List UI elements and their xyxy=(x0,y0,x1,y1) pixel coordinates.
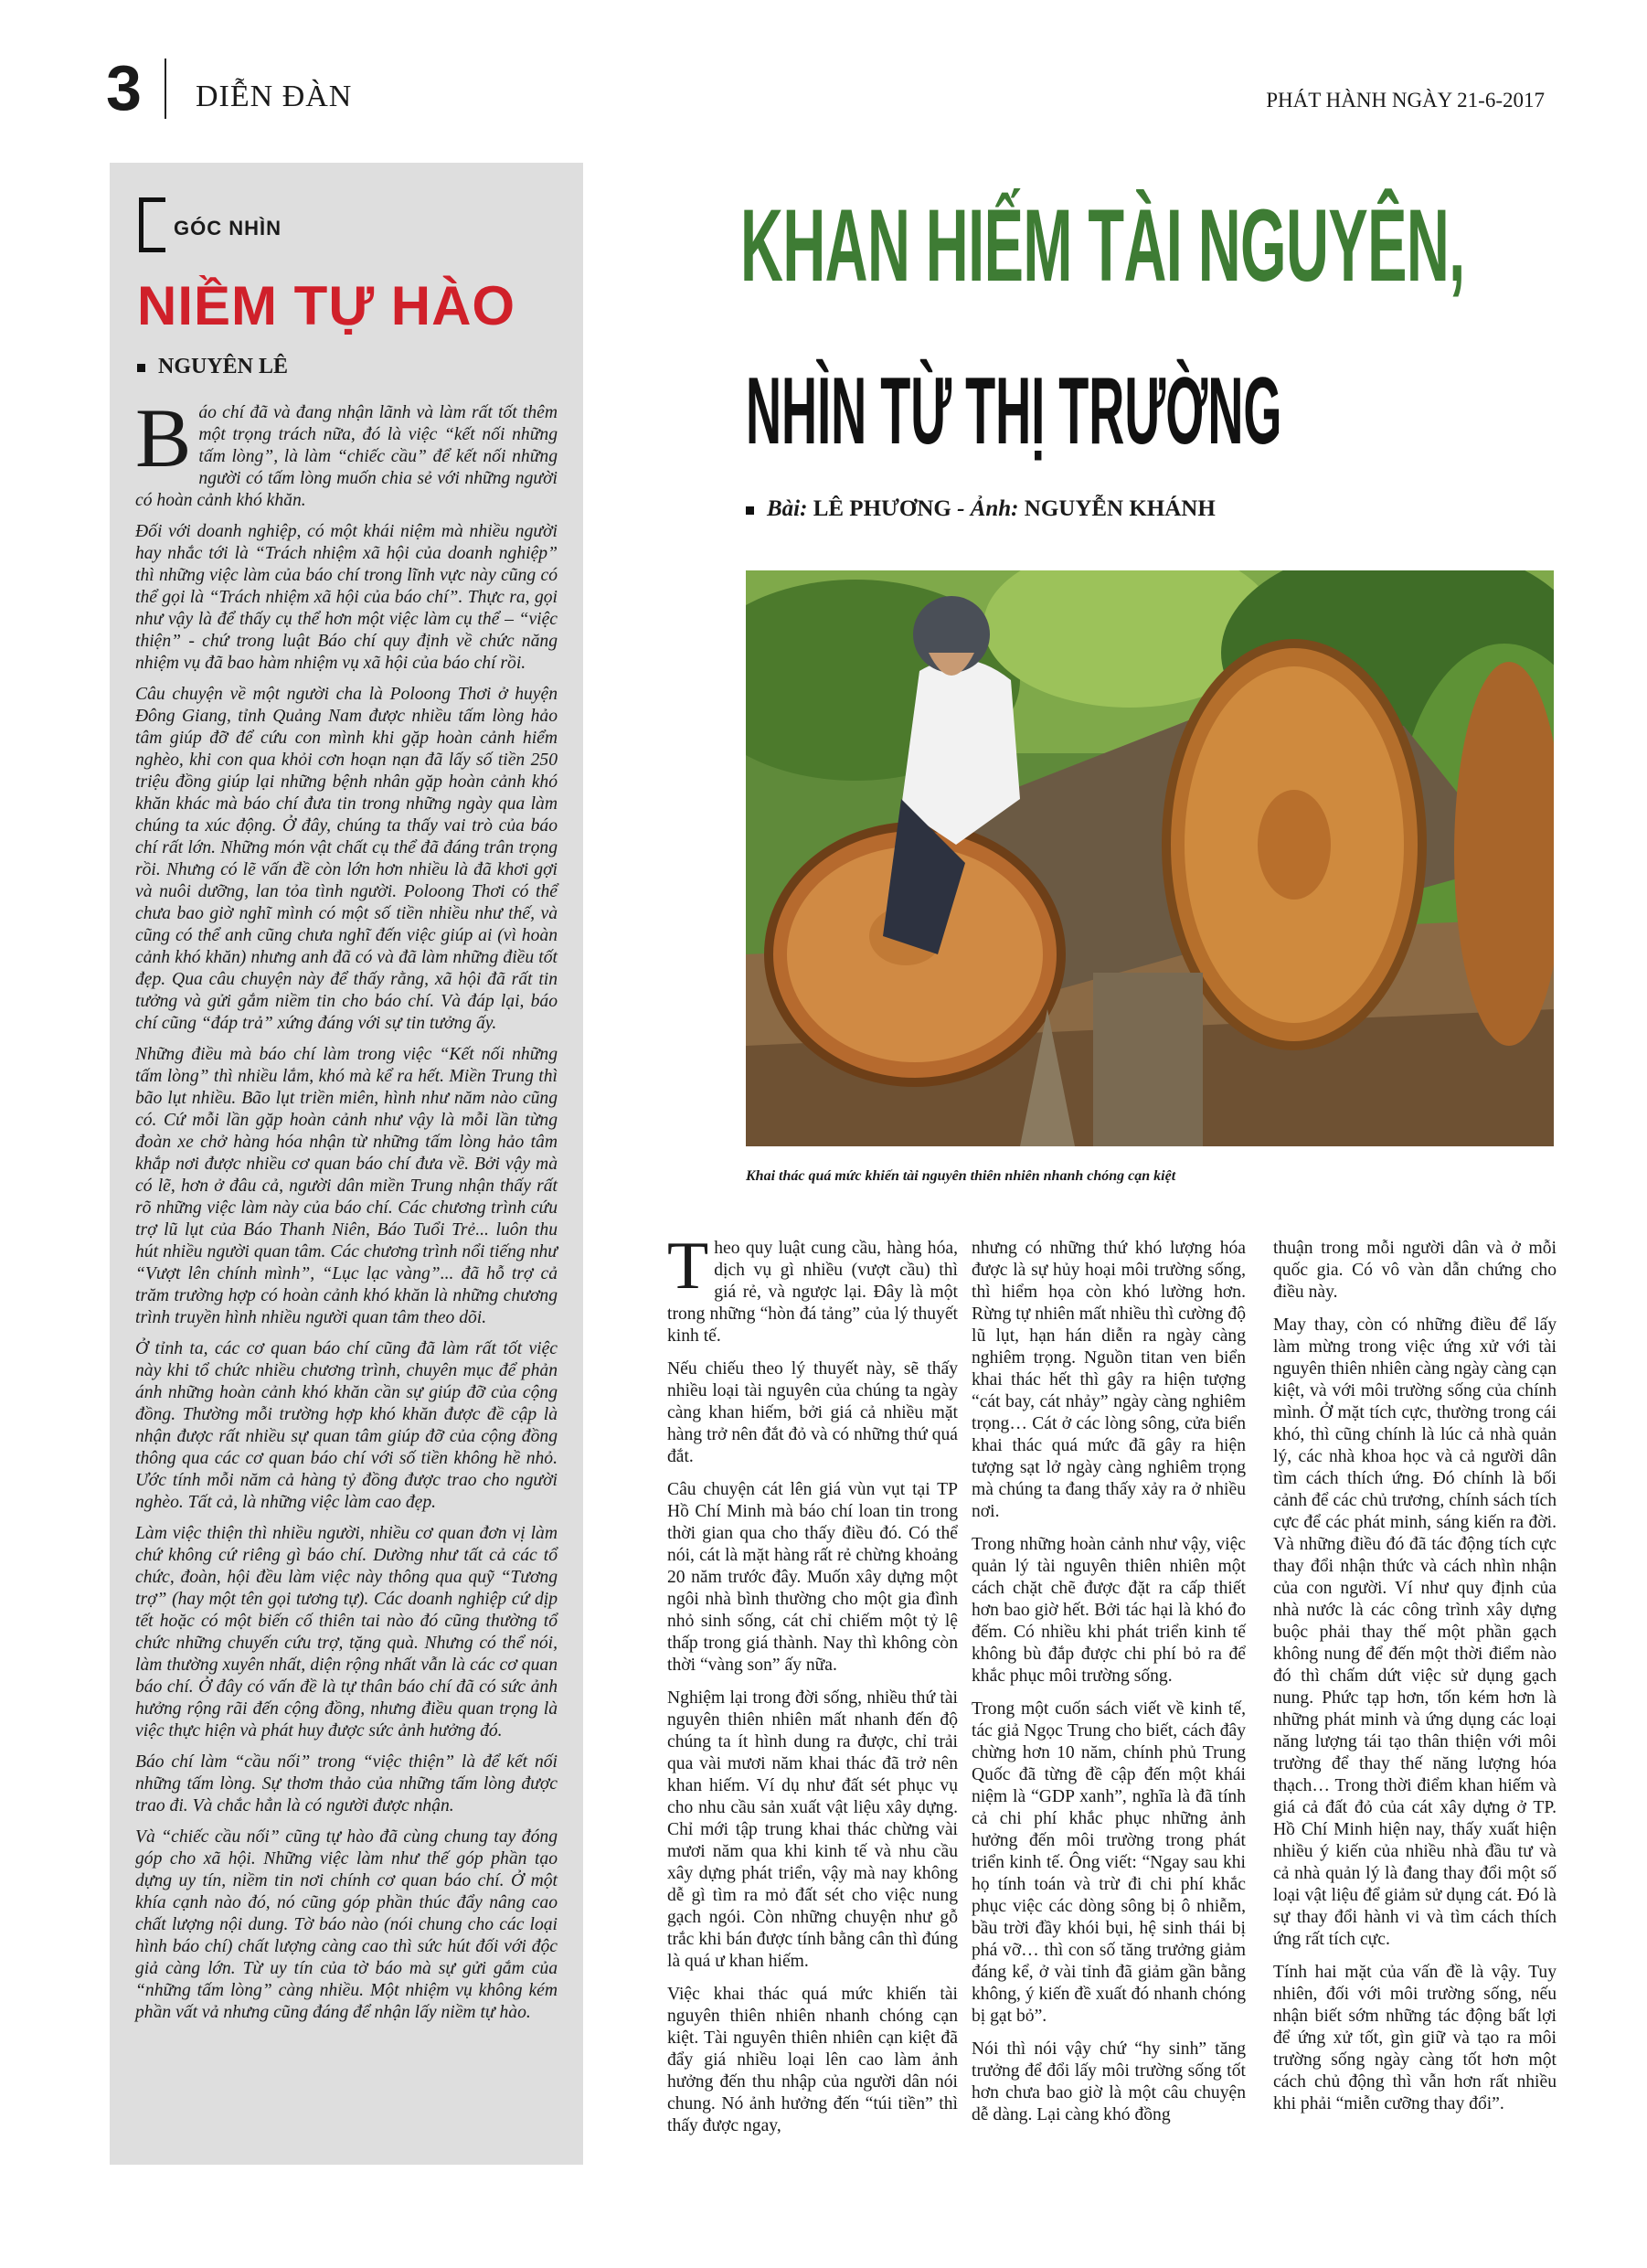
corner-bracket-icon xyxy=(139,197,165,252)
photo-label: - Ảnh: xyxy=(957,496,1019,521)
photo-caption: Khai thác quá mức khiến tài nguyên thiên nhiên nhanh chóng cạn kiệt xyxy=(746,1168,1176,1184)
square-bullet-icon xyxy=(137,364,145,372)
header-divider xyxy=(165,59,166,119)
sidebar-paragraph: Làm việc thiện thì nhiều người, nhiều cơ quan đơn vị làm chứ không cứ riêng gì báo chí. Dường như tất cả các tổ chức, đoàn, hội đều làm việc này thông qua quỹ “Tương trợ” (hay một tên gọi tương tự). Các doanh nghiệp cứ dịp tết hoặc có một biến cố thiên tai nào đó cũng thường tổ chức những chuyến cứu trợ, tặng quà. Nhưng có thể nói, làm thường xuyên nhất, diện rộng nhất vẫn là các cơ quan báo chí. Ở đây có vấn đề là tự thân báo chí đã có sức ảnh hưởng rộng rãi đến cộng đồng, nhưng điều quan trọng là việc thực hiện và phát huy được sức ảnh hưởng đó. xyxy=(135,1524,558,1741)
article-photo xyxy=(746,570,1554,1146)
sidebar-author xyxy=(137,353,288,380)
author-name: LÊ PHƯƠNG xyxy=(813,496,951,521)
article-column-3 xyxy=(1273,1238,1557,2126)
article-column-1 xyxy=(667,1229,958,2148)
article-paragraph: Nếu chiếu theo lý thuyết này, sẽ thấy nhiều loại tài nguyên của chúng ta ngày càng khan hiếm, bởi giá cả nhiều mặt hàng trở nên đắt đỏ và có những thứ quá đắt. xyxy=(667,1359,958,1466)
article-title: KHAN HIẾM TÀI NGUYÊN, xyxy=(740,188,1465,303)
article-paragraph: May thay, còn có những điều để lấy làm mừng trong việc ứng xử với tài nguyên thiên nhiên càng ngày càng cạn kiệt, và với môi trường sống của chính mình. Ở mặt tích cực, thường trong cái khó, thì cũng chính là lúc cả nhà quản lý, các nhà khoa học và cả người dân tìm cách thích ứng. Đó chính là bối cảnh để các chủ trương, chính sách tích cực để các phát minh, sáng kiến ra đời. Và những điều đó đã tác động tích cực thay đổi nhận thức và cách nhìn nhận của con người. Ví như quy định của nhà nước là các công trình xây dựng buộc phải thay thế một phần gạch không nung để đến một thời điểm nào đó thì chấm dứt việc sử dụng gạch nung. Phức tạp hơn, tốn kém hơn là những phát minh và ứng dụng các loại năng lượng tái tạo thân thiện với môi trường để thay thế năng lượng hóa thạch… Trong thời điểm khan hiếm và giá cả đất đỏ của cát xây dựng ở TP. Hồ Chí Minh hiện nay, thấy xuất hiện nhiều ý kiến của nhiều nhà đầu tư và cả nhà quản lý là đang thay đổi một số loại vật liệu để giảm sử dụng cát. Đó là sự thay đổi hành vi và tìm cách thích ứng rất tích cực. xyxy=(1273,1315,1557,1949)
photographer-name: NGUYỄN KHÁNH xyxy=(1024,496,1216,521)
article-column-2 xyxy=(972,1238,1246,2137)
sidebar-paragraph: Báo chí đã và đang nhận lãnh và làm rất tốt thêm một trọng trách nữa, đó là việc “kết nối những tấm lòng”, là làm “chiếc cầu” để kết nối những người có tấm lòng muốn chia sẻ với những người có hoàn cảnh khó khăn. xyxy=(135,391,558,510)
column-label: GÓC NHÌN xyxy=(174,217,282,240)
sidebar-title: NIỀM TỰ HÀO xyxy=(137,275,516,336)
byline xyxy=(746,495,1216,523)
article-paragraph: Trong những hoàn cảnh như vậy, việc quản lý tài nguyên thiên nhiên một cách chặt chẽ được đặt ra cấp thiết hơn bao giờ hết. Bởi tác hại là khó đo đếm. Có nhiều khi phát triển kinh tế không bù đắp được chi phí bỏ ra để khắc phục môi trường sống. xyxy=(972,1535,1246,1686)
sidebar-paragraph: Ở tỉnh ta, các cơ quan báo chí cũng đã làm rất tốt việc này khi tổ chức nhiều chương trình, chuyên mục để phản ánh những hoàn cảnh khó khăn cần sự giúp đỡ của cộng đồng. Thường mỗi trường hợp khó khăn được đề cập là nhận được rất nhiều sự quan tâm giúp đỡ của cộng đồng thông qua các cơ quan báo chí với số tiền không hề nhỏ. Ước tính mỗi năm cả hàng tỷ đồng được trao cho người nghèo. Tất cả, là những việc làm cao đẹp. xyxy=(135,1339,558,1512)
square-bullet-icon xyxy=(746,506,754,515)
release-date: PHÁT HÀNH NGÀY 21-6-2017 xyxy=(1266,89,1545,112)
article-paragraph: thuận trong mỗi người dân và ở mỗi quốc gia. Có vô vàn dẫn chứng cho điều này. xyxy=(1273,1239,1557,1302)
article-paragraph: Trong một cuốn sách viết về kinh tế, tác giả Ngọc Trung cho biết, cách đây chừng hơn 10 năm, chính phủ Trung Quốc đã từng đề cập đến một khái niệm là “GDP xanh”, nghĩa là đã tính cả chi phí khắc phục những ảnh hưởng đến môi trường trong phát triển kinh tế. Ông viết: “Ngay sau khi họ tính toán và trừ đi chi phí khắc phục việc các dòng sông bị ô nhiễm, bầu trời đầy khói bụi, hệ sinh thái bị phá vỡ… thì con số tăng trưởng giảm đáng kể, ở vài tỉnh đã giảm gần bằng không, ý kiến đề xuất đó nhanh chóng bị gạt bỏ”. xyxy=(972,1699,1246,2026)
sidebar-paragraph: Báo chí làm “cầu nối” trong “việc thiện” là để kết nối những tấm lòng. Sự thơm thảo của những tấm lòng được trao đi. Và chắc hẳn là có người được nhận. xyxy=(135,1752,558,1815)
article-paragraph: Nói thì nói vậy chứ “hy sinh” tăng trưởng để đổi lấy môi trường sống tốt hơn chưa bao giờ là một câu chuyện dễ dàng. Lại càng khó đồng xyxy=(972,2039,1246,2124)
sidebar-paragraph: Và “chiếc cầu nối” cũng tự hào đã cùng chung tay đóng góp cho xã hội. Những việc làm như thế góp phần tạo dựng uy tín, niềm tin nơi chính cơ quan báo chí. Ở một khía cạnh nào đó, nó cũng góp phần thúc đẩy nâng cao chất lượng nội dung. Tờ báo nào (nói chung cho các loại hình báo chí) chất lượng càng cao thì sức hút đối với độc giả càng lớn. Từ uy tín của tờ báo mà sự gửi gắm của “những tấm lòng” càng nhiều. Một nhiệm vụ không kém phần vất vả nhưng cũng đáng để nhận lấy niềm tự hào. xyxy=(135,1827,558,2022)
article-paragraph: nhưng có những thứ khó lượng hóa được là sự hủy hoại môi trường sống, thì hiểm họa còn khó lường hơn. Rừng tự nhiên mất nhiều thì cường độ lũ lụt, hạn hán diễn ra ngày càng nghiêm trọng. Nguồn titan ven biển khai thác hết thì gây ra hiện tượng “cát bay, cát nhảy” ngày càng nghiêm trọng… Cát ở các lòng sông, cửa biển khai thác quá mức đã gây ra hiện tượng sạt lở ngày càng nghiêm trọng mà chúng ta đang thấy xảy ra ở nhiều nơi. xyxy=(972,1239,1246,1521)
page-number: 3 xyxy=(106,52,142,123)
sidebar-paragraph: Đối với doanh nghiệp, có một khái niệm mà nhiều người hay nhắc tới là “Trách nhiệm xã hội của doanh nghiệp” thì những việc làm của báo chí trong lĩnh vực này cũng có thể gọi là “Trách nhiệm xã hội của báo chí”. Thực ra, gọi như vậy là để thấy cụ thể hơn một việc làm cụ thể – “việc thiện” - chứ trong luật Báo chí quy định về chức năng nhiệm vụ đã bao hàm nhiệm vụ xã hội của báo chí rồi. xyxy=(135,522,558,673)
sidebar-body xyxy=(135,391,558,2033)
sidebar-paragraph: Những điều mà báo chí làm trong việc “Kết nối những tấm lòng” thì nhiều lắm, khó mà kể ra hết. Miền Trung thì bão lụt nhiều. Bão lụt triền miên, hình như năm nào cũng có. Cứ mỗi lần gặp hoàn cảnh như vậy là mỗi lần từng đoàn xe chở hàng hóa nhận từ những tấm lòng hảo tâm khắp nơi được nhiều cơ quan báo chí đưa về. Bởi vậy mà có lẽ, hơn ở đâu cả, người dân miền Trung nhận thấy rất rõ những việc làm này của báo chí. Các chương trình cứu trợ lũ lụt của Báo Thanh Niên, Báo Tuổi Trẻ... luôn thu hút nhiều người quan tâm. Các chương trình nổi tiếng như “Vượt lên chính mình”, “Lục lạc vàng”... đã hỗ trợ cả trăm trường hợp có hoàn cảnh khó khăn là những chương trình truyền hình nhiều người quan tâm theo dõi. xyxy=(135,1045,558,1327)
drop-cap: T xyxy=(667,1229,709,1304)
article-paragraph: Theo quy luật cung cầu, hàng hóa, dịch vụ gì nhiều (vượt cầu) thì giá rẻ, và ngược lại. Đây là một trong những “hòn đá tảng” của lý thuyết kinh tế. xyxy=(667,1229,958,1346)
article-subtitle: NHÌN TỪ THỊ TRƯỜNG xyxy=(746,358,1282,464)
article-paragraph: Tính hai mặt của vấn đề là vậy. Tuy nhiên, đối với môi trường sống, nếu nhận biết sớm những tác động bất lợi để ứng xử tốt, gìn giữ và tạo ra môi trường sống ngày càng tốt hơn một cách chủ động thì vẫn hơn rất nhiều khi phải “miễn cưỡng thay đổi”. xyxy=(1273,1963,1557,2114)
article-paragraph: Nghiệm lại trong đời sống, nhiều thứ tài nguyên thiên nhiên mất nhanh đến độ chúng ta ít hình dung ra được, chỉ trải qua vài mươi năm khai thác đã trở nên khan hiếm. Ví dụ như đất sét phục vụ cho nhu cầu sản xuất vật liệu xây dựng. Chỉ mới tập trung khai thác chừng vài mươi năm qua khi kinh tế và nhu cầu xây dựng phát triển, vậy mà nay không dễ gì tìm ra mỏ đất sét cho việc nung gạch ngói. Còn những chuyện như gỗ trắc khi bán được tính bằng cân thì đúng là quá ư khan hiếm. xyxy=(667,1688,958,1971)
section-title: DIỄN ĐÀN xyxy=(196,80,353,113)
sidebar-paragraph: Câu chuyện về một người cha là Poloong Thơi ở huyện Đông Giang, tỉnh Quảng Nam được nhiều tấm lòng hảo tâm giúp đỡ để cứu con mình khi gặp hoàn cảnh hiểm nghèo, khi con qua khỏi cơn hoạn nạn đã lấy số tiền 250 triệu đồng giúp lại những bệnh nhân gặp hoàn cảnh khó khăn khác mà báo chí đưa tin trong những ngày qua làm chúng ta xúc động. Ở đây, chúng ta thấy vai trò của báo chí rất lớn. Những món vật chất cụ thể đã đáng trân trọng rồi. Nhưng có lẽ vấn đề còn lớn hơn nhiều là đã khơi gợi và nuôi dưỡng, lan tỏa tình người. Poloong Thơi có thể chưa bao giờ nghĩ mình có một số tiền nhiều như thế, và cũng có thể anh cũng chưa nghĩ đến việc giúp ai (vì hoàn cảnh khó khăn) nhưng anh đã có và đã làm những điều tốt đẹp. Qua câu chuyện này để thấy rằng, xã hội đã rất tin tưởng và gửi gắm niềm tin cho báo chí. Và đáp lại, báo chí cũng “đáp trả” xứng đáng với sự tin tưởng ấy. xyxy=(135,685,558,1033)
drop-cap: B xyxy=(135,391,192,484)
article-paragraph: Câu chuyện cát lên giá vùn vụt tại TP Hồ Chí Minh mà báo chí loan tin trong thời gian qua cho thấy điều đó. Có thể nói, cát là mặt hàng rất rẻ chừng khoảng 20 năm trước đây. Muốn xây dựng một ngôi nhà bình thường cho một gia đình nhỏ sinh sống, cát chỉ chiếm một tỷ lệ thấp trong giá thành. Nay thì không còn thời “vàng son” ấy nữa. xyxy=(667,1480,958,1675)
article-paragraph: Việc khai thác quá mức khiến tài nguyên thiên nhiên nhanh chóng cạn kiệt. Tài nguyên thiên nhiên cạn kiệt đã đẩy giá nhiều loại lên cao làm ảnh hưởng đến thu nhập của người dân nói chung. Nó ảnh hưởng đến “túi tiền” thì thấy được ngay, xyxy=(667,1985,958,2135)
sidebar-author-name: NGUYÊN LÊ xyxy=(158,355,289,378)
byline-label: Bài: xyxy=(767,496,808,521)
